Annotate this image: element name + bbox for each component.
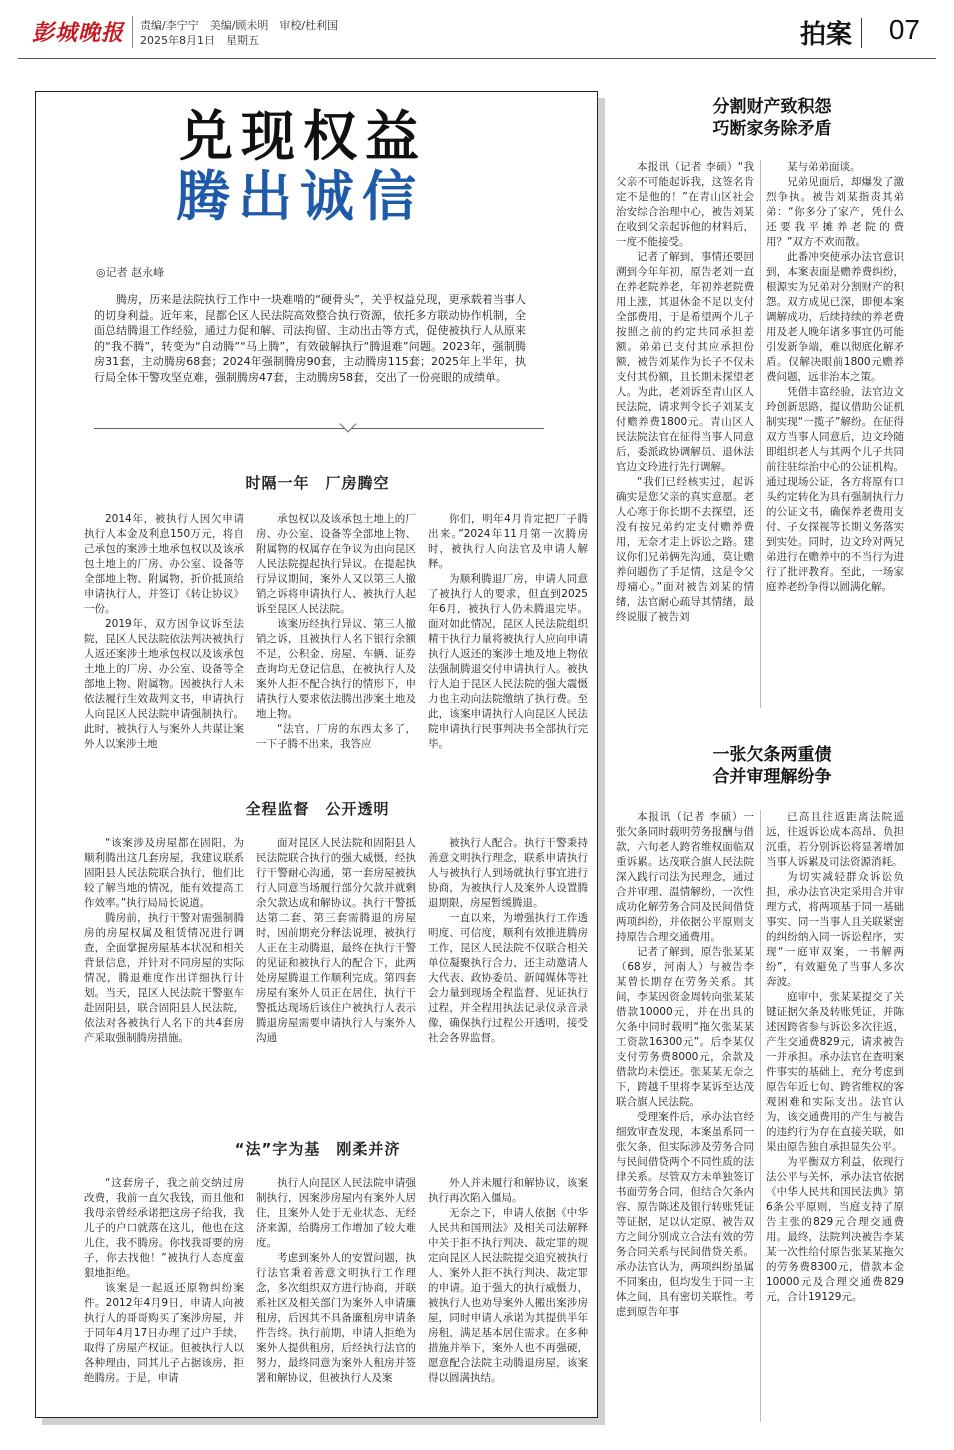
paragraph: 该案是一起返还原物纠纷案件。2012年4月9日，申请人向被执行人的哥哥购买了案涉房屋，并于同年4月17日办理了过户手续，取得了房屋产权证。但被执行人以各种理由，同其儿子占据该房，拒绝腾房。于是，申请: [84, 1282, 244, 1384]
paragraph: “我们已经核实过，起诉确实是您父亲的真实意愿。老人心寒于你长期不去探望，还没有按兄弟约定支付赡养费用，无奈才走上诉讼之路。建议你们兄弟俩先沟通，莫让赡养问题伤了手足情，这是令父母痛心。”面对被告刘某的情绪，法官耐心疏导其情绪，最终说服了被告刘: [616, 476, 754, 623]
headline-line-1: 兑现权益: [179, 104, 427, 168]
paragraph: 兄弟见面后，却爆发了激烈争执。被告刘某指责其弟弟：“你多分了家产，凭什么还要我平摊养老院的费用？”双方不欢而散。: [766, 176, 904, 248]
credits-line: 责编/李宁宁 美编/顾未明 审校/杜利国: [140, 19, 339, 32]
article-column: [256, 836, 416, 1136]
right-story-headline: [622, 744, 922, 788]
paragraph: 无奈之下，申请人依据《中华人民共和国刑法》及相关司法解释中关于拒不执行判决、裁定罪的规定向昆区人民法院提交追究被执行人、案外人拒不执行判决、裁定罪的申请。迫于强大的执行威慑力，被执行人也劝导案外人搬出案涉房屋，同时申请人承诺为其提供半年房租，满足基本居住需求。在多种措施并举下，案外人也不再强硬，愿意配合法院主动腾退房屋，该案得以圆满执结。: [428, 1207, 588, 1384]
section-name: 拍案: [799, 20, 852, 50]
masthead: [18, 10, 936, 60]
decorative-rule: [94, 428, 544, 429]
editor-credits: [140, 18, 338, 48]
paragraph: 某与弟弟面谈。: [787, 161, 861, 173]
main-article: [35, 91, 598, 1418]
section-heading: 时隔一年 厂房腾空: [245, 474, 390, 492]
headline-line-1: 一张欠条两重债: [712, 745, 832, 765]
article-column: [84, 836, 244, 1136]
article-column: [256, 1176, 416, 1412]
date-line: 2025年8月1日 星期五: [140, 34, 259, 47]
paragraph: 凭借丰富经验，法官边文玲创新思路，提议借助公证机制实现“一揽子”解纷。在征得双方当事人同意后，边文玲随即组织老人与其两个儿子共同前往驻综治中心的公证机构。通过现场公证，各方将原有口头约定转化为具有强制执行力的公证文书，确保养老费用支付、子女探视等长期义务落实到实处。同时，边文玲对两兄弟进行在赡养中的不当行为进行了批评教育。至此，一场家庭养老纷争得以圆满化解。: [766, 386, 904, 593]
article-column: [616, 160, 754, 708]
paragraph: 2014年，被执行人因欠申请执行人本金及利息150万元，将自己承包的案涉土地承包权以及该承包土地上的厂房、办公室、设备等全部地上物、附属物，折价抵顶给申请执行人，并签订《转让协议》一份。: [84, 513, 244, 615]
right-story-headline: [622, 96, 922, 140]
paragraph: “法官，厂房的东西太多了，一下子腾不出来，我答应: [256, 723, 416, 750]
article-column: [766, 160, 904, 708]
paragraph: 为顺利腾退厂房，申请人同意了被执行人的要求，但直到2025年6月，被执行人仍未腾退完毕。面对如此情况，昆区人民法院组织精干执行力量将被执行人应向申请执行人返还的案涉土地及地上物依法强制腾退交付申请执行人。被执行人迫于昆区人民法院的强大震慑力也主动向法院缴纳了执行费。至此，该案申请执行人向昆区人民法院申请执行民事判决书全部执行完毕。: [428, 573, 588, 750]
paragraph: 该案历经执行异议、第三人撤销之诉，且被执行人名下银行余额不足，公积金、房屋、车辆、证券查询均无登记信息，在被执行人及案外人拒不配合执行的情形下，申请执行人要求依法腾出涉案土地及地上物。: [256, 618, 416, 720]
newspaper-logo: 彭城晚报: [32, 20, 125, 46]
paragraph: 本报讯（记者 李硕）“我父亲不可能起诉我，这签名肯定不是他的！”在青山区社会治安综合治理中心，被告刘某在收到父亲起诉他的材料后，一度不能接受。: [616, 161, 754, 248]
article-column: [616, 810, 754, 1422]
article-column: [766, 810, 904, 1422]
headline-line-2: 巧断家务除矛盾: [712, 119, 832, 139]
paragraph: 外人并未履行和解协议，该案执行再次陷入僵局。: [428, 1177, 588, 1204]
article-column: [84, 1176, 244, 1412]
article-column: [256, 512, 416, 832]
section-heading: “法”字为基 刚柔并济: [234, 1140, 401, 1158]
paragraph: 受理案件后，承办法官经细致审查发现，本案虽系同一张欠条，但实际涉及劳务合同与民间借贷两个不同性质的法律关系。尽管双方未单独签订书面劳务合同，但结合欠条内容、原告陈述及银行转账凭证等证据，足以认定原、被告双方之间分别成立合法有效的劳务合同关系与民间借贷关系。承办法官认为，两项纠纷虽属不同案由，但均发生于同一主体之间，具有密切关联性。考虑到原告年事: [616, 1111, 754, 1318]
article-column: [428, 836, 588, 1136]
paragraph: 执行人向昆区人民法院申请强制执行，因案涉房屋内有案外人居住，且案外人处于无业状态、无经济来源，给腾房工作增加了较大难度。: [256, 1177, 416, 1249]
paragraph: 记者了解到，原告张某某（68岁，河南人）与被告李某曾长期存在劳务关系。其间，李某因资金周转向张某某借款10000元，并在出具的欠条中同时载明“拖欠张某某工资款16300元”。后李某仅支付劳务费8000元，余款及借款均未偿还。张某某无奈之下，跨越千里将李某诉至达茂联合旗人民法院。: [616, 946, 754, 1108]
column-divider: [760, 160, 761, 708]
paragraph: “该案涉及房屋都在固阳，为顺利腾出这几套房屋，我建议联系固阳县人民法院联合执行，他们比较了解当地的情况，能有效提高工作效率。”执行局局长说道。: [84, 837, 244, 909]
lead-paragraph: 腾房，历来是法院执行工作中一块难啃的“硬骨头”，关乎权益兑现，更承载着当事人的切身利益。近年来，昆都仑区人民法院高效整合执行资源，依托多方联动协作机制，全面总结腾退工作经验，通过力促和解、司法拘留、主动出击等方式，促使被执行人从原来的“我不腾”，转变为“自动腾”“马上腾”，有效破解执行“腾退难”问题。2023年，强制腾房31套，主动腾房68套；2024年强制腾房90套，主动腾房115套；2025年上半年，执行局全体干警攻坚克难，强制腾房47套，主动腾房58套，交出了一份亮眼的成绩单。: [94, 293, 526, 384]
headline-line-2: 合并审理解纷争: [712, 767, 832, 787]
paragraph: 记者了解到，事情还要回溯到今年年初，原告老刘一直在养老院养老，年初养老院费用上涨，其退休金不足以支付全部费用，于是希望两个儿子按照之前的约定共同承担差额。弟弟已支付其应承担份额，被告刘某作为长子不仅未支付其份额，且长期未探望老人。为此，老刘诉至青山区人民法院，请求判令长子刘某支付赡养费1800元。青山区人民法院法官在征得当事人同意后，委派政协调解员、退休法官边文玲进行先行调解。: [616, 251, 754, 473]
paragraph: 一直以来，为增强执行工作透明度、可信度，顺利有效推进腾房工作，昆区人民法院不仅联合相关单位凝聚执行合力，还主动邀请人大代表、政协委员、新闻媒体等社会力量到现场全程监督、见证执行过程，并全程用执法记录仪录音录像，确保执行过程公开透明，接受社会各界监督。: [428, 912, 588, 1044]
article-column: [428, 1176, 588, 1412]
section-heading: 全程监督 公开透明: [245, 800, 390, 818]
headline-line-2: 腾出诚信: [176, 164, 424, 228]
headline-line-1: 分割财产致积怨: [712, 97, 832, 117]
decorative-chevron-icon: [340, 416, 357, 433]
column-divider: [760, 810, 761, 1422]
paragraph: 考虑到案外人的安置问题，执行法官秉着善意文明执行工作理念，多次组织双方进行协商，并联系社区及相关部门为案外人申请廉租房，后因其不具备廉租房申请条件告终。执行前期，申请人拒绝为案外人提供租房，后经执行法官的努力，最终同意为案外人租房并签署和解协议，但被执行人及案: [256, 1252, 416, 1384]
paragraph: 腾房前，执行干警对需强制腾房的房屋权属及租赁情况进行调查，全面掌握房屋基本状况和相关背景信息，并针对不同房屋的实际情况，腾退难度作出详细执行计划。当天，昆区人民法院干警驱车赴固阳县，联合固阳县人民法院，依法对各被执行人名下的共4套房产采取强制腾房措施。: [84, 912, 244, 1044]
paragraph: 承包权以及该承包土地上的厂房、办公室、设备等全部地上物、附属物的权属存在争议为由向昆区人民法院提起执行异议。在提起执行异议期间，案外人又以第三人撤销之诉将申请执行人、被执行人起诉至昆区人民法院。: [256, 513, 416, 615]
main-headline: [176, 104, 427, 228]
paragraph: 被执行人配合。执行干警秉持善意文明执行理念，联系申请执行人与被执行人到场就执行事宜进行协商，为被执行人及案外人设置腾退期限，房屋暂缓腾退。: [428, 837, 588, 909]
section-divider: [861, 18, 862, 48]
paragraph: 2019年，双方因争议诉至法院，昆区人民法院依法判决被执行人返还案涉土地承包权以及该承包土地上的厂房、办公室、设备等全部地上物、附属物。因被执行人未依法履行生效裁判文书，申请执行人向昆区人民法院申请强制执行。此时，被执行人与案外人共谋让案外人以案涉土地: [84, 618, 244, 750]
paragraph: “这套房子，我之前交纳过房改费，我前一直欠我钱，而且他和我母亲曾经承诺把这房子给我，我儿子的户口就落在这儿，他也在这儿住，我不腾房。你找我哥要的房子，你去找他！”被执行人态度蛮狠地拒绝。: [84, 1177, 244, 1279]
paragraph: 本报讯（记者 李硕）一张欠条同时载明劳务报酬与借款，六旬老人跨省维权面临双重诉累。达茂联合旗人民法院深入践行司法为民理念，通过合并审理、温情解纷，一次性成功化解劳务合同及民间借贷两项纠纷，并依据公平原则支持原告合理交通费用。: [616, 811, 754, 943]
paragraph: 你们，明年4月肯定把厂子腾出来。”2024年11月第一次腾房时，被执行人向法官及申请人解释。: [428, 513, 588, 570]
paragraph: 面对昆区人民法院和固阳县人民法院联合执行的强大威慑，经执行干警耐心沟通，第一套房屋被执行人同意当场履行部分欠款并就剩余欠款达成和解协议。执行干警抵达第二套、第三套需腾退的房屋时，因前期充分释法说理，被执行人正在主动腾退，最终在执行干警的见证和被执行人的配合下，此两处房屋腾退工作顺利完成。第四套房屋有案外人员正在居住，执行干警抵达现场后该住户被执行人表示腾退房屋需要申请执行人与案外人沟通: [256, 837, 416, 1044]
byline: ◎记者 赵永峰: [96, 266, 165, 279]
article-column: [84, 512, 244, 832]
paragraph: 为平衡双方利益，依现行法公平与关怀，承办法官依据《中华人民共和国民法典》第6条公平原则，当庭支持了原告主张的829元合理交通费用。最终，法院判决被告李某某一次性给付原告张某某拖欠的劳务费8300元，借款本金10000元及合理交通费829元，合计19129元。: [766, 1156, 904, 1303]
header-divider: [132, 16, 133, 48]
paragraph: 已高且往返距离法院遥远，往返诉讼成本高昂、负担沉重，若分别诉讼将显著增加当事人诉累及司法资源消耗。: [766, 811, 904, 868]
paragraph: 庭审中，张某某提交了关键证据欠条及转账凭证，并陈述因跨省参与诉讼多次往返，产生交通费829元，请求被告一并承担。承办法官在查明案件事实的基础上，充分考虑到原告年近七旬、跨省维权的客观困难和实际支出。法官认为，该交通费用的产生与被告的违约行为存在直接关联，如果由原告独自承担显失公平。: [766, 991, 904, 1153]
header-rule: [18, 58, 936, 59]
article-column: [428, 512, 588, 832]
paragraph: 此番冲突使承办法官意识到，本案表面是赡养费纠纷，根源实为兄弟对分割财产的积怨。双方成见已深，即便本案调解成功，后续持续的养老费用及老人晚年诸多事宜仍可能引发新争端，难以彻底化解矛盾。仅解决眼前1800元赡养费问题，远非治本之策。: [766, 251, 904, 383]
paragraph: 为切实减轻群众诉讼负担，承办法官决定采用合并审理方式，将两项基于同一基础事实、同一当事人且关联紧密的纠纷纳入同一诉讼程序，实现“一庭审双案，一书解两纷”，有效避免了当事人多次奔波。: [766, 871, 904, 988]
page-number: 07: [888, 14, 920, 45]
